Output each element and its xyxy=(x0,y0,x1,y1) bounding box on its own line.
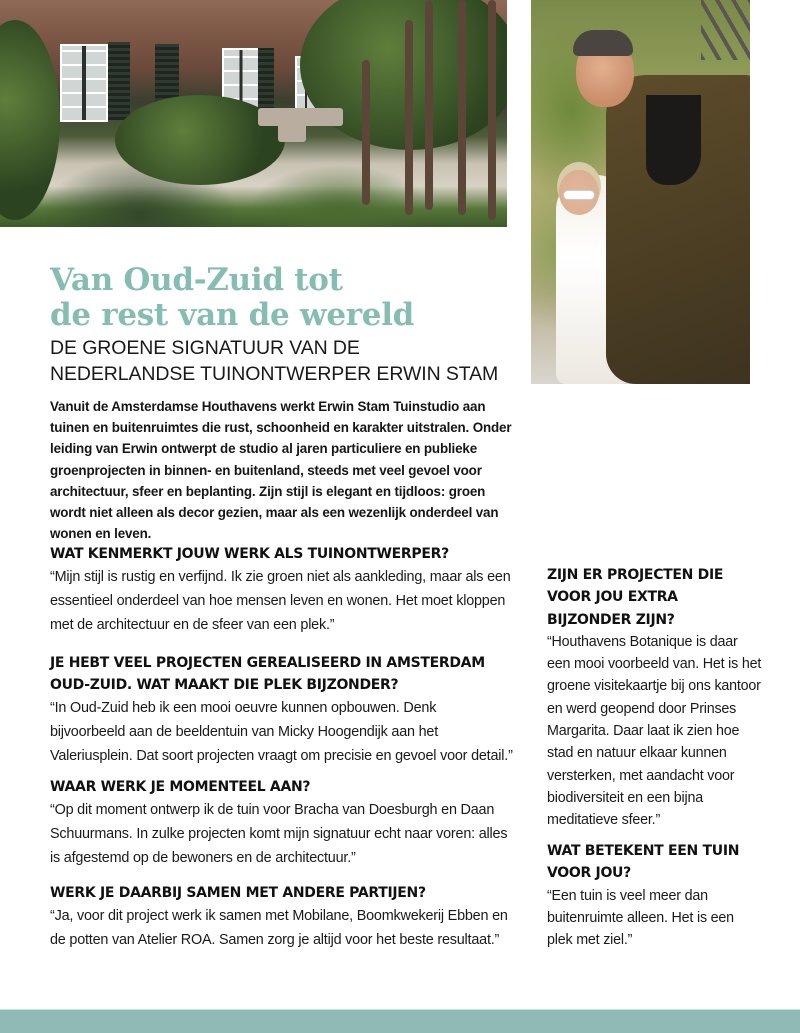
qa-block xyxy=(547,564,762,832)
window-shutter xyxy=(258,48,274,110)
qa-question: ZIJN ER PROJECTEN DIE VOOR JOU EXTRA BIJZONDER ZIJN? xyxy=(547,567,724,628)
sculpture xyxy=(425,0,433,210)
qa-question: WERK JE DAARBIJ SAMEN MET ANDERE PARTIJEN? xyxy=(50,885,426,901)
qa-block xyxy=(547,840,762,951)
qa-block xyxy=(50,882,515,952)
qa-block xyxy=(50,652,515,768)
qa-question: WAT KENMERKT JOUW WERK ALS TUINONTWERPER? xyxy=(50,546,449,562)
article-intro: Vanuit de Amsterdamse Houthavens werkt Erwin Stam Tuinstudio aan tuinen en buitenruimtes die rust, schoonheid en karakter uitstralen. Onder leiding van Erwin ontwerpt de studio al jaren particuliere en publieke groenprojecten in binnen- en buitenland, steeds met veel gevoel voor architectuur, sfeer en beplanting. Zijn stijl is elegant en tijdloos: groen wordt niet alleen als decor gezien, maar als een wezenlijk onderdeel van wonen en leven. xyxy=(50,399,512,542)
article-title xyxy=(50,263,520,333)
sculpture xyxy=(362,60,370,205)
tree-foliage xyxy=(0,20,60,220)
article-title-line: Van Oud-Zuid tot xyxy=(50,262,343,298)
tree-foliage xyxy=(300,0,507,150)
sculpture xyxy=(458,0,466,215)
article-subtitle-line: NEDERLANDSE TUINONTWERPER ERWIN STAM xyxy=(50,362,499,385)
qa-question: WAT BETEKENT EEN TUIN VOOR JOU? xyxy=(547,843,740,882)
article-subtitle-line: DE GROENE SIGNATUUR VAN DE xyxy=(50,337,360,359)
qa-answer: “Een tuin is veel meer dan buitenruimte alleen. Het is een plek met ziel.” xyxy=(547,887,734,949)
garden-photo xyxy=(0,0,507,227)
garden-window xyxy=(60,44,108,122)
sculpture xyxy=(405,20,413,215)
qa-answer: “Houthavens Botanique is daar een mooi voorbeeld van. Het is het groene visitekaartje bij ons kantoor en werd geopend door Prinses Margarita. Daar laat ik zien hoe stad en natuur elkaar kunnen versterken, met aandacht voor biodiversiteit en een bijna meditatieve sfeer.” xyxy=(547,633,762,829)
qa-answer: “Mijn stijl is rustig en verfijnd. Ik zie groen niet als aankleding, maar als een essentieel onderdeel van hoe mensen leven en wonen. Het moet kloppen met de architectuur en de sfeer van een plek.” xyxy=(50,569,511,633)
man-shirt xyxy=(646,95,701,185)
qa-answer: “Ja, voor dit project werk ik samen met Mobilane, Boomkwekerij Ebben en de potten van Atelier ROA. Samen zorg je altijd voor het beste resultaat.” xyxy=(50,908,508,948)
footer-band xyxy=(0,1009,800,1033)
portrait-photo xyxy=(531,0,750,384)
sculpture xyxy=(488,0,496,220)
qa-block xyxy=(50,776,515,870)
window-shutter xyxy=(108,42,130,120)
qa-question: WAAR WERK JE MOMENTEEL AAN? xyxy=(50,779,311,795)
qa-answer: “In Oud-Zuid heb ik een mooi oeuvre kunnen opbouwen. Denk bijvoorbeeld aan de beeldentuin van Micky Hoogendijk aan het Valeriusplein. Dat soort projecten vraagt om precisie en gevoel voor detail.” xyxy=(50,700,513,764)
article-title-line: de rest van de wereld xyxy=(50,297,415,333)
sunglasses xyxy=(563,190,595,200)
article-subtitle xyxy=(50,336,530,387)
man-hair xyxy=(573,30,633,56)
qa-question: JE HEBT VEEL PROJECTEN GEREALISEERD IN AMSTERDAM OUD-ZUID. WAT MAAKT DIE PLEK BIJZONDER? xyxy=(50,655,485,693)
qa-block xyxy=(50,543,515,637)
railing xyxy=(701,0,750,60)
garden-chair xyxy=(278,120,306,142)
qa-answer: “Op dit moment ontwerp ik de tuin voor Bracha van Doesburgh en Daan Schuurmans. In zulke projecten komt mijn signatuur echt naar voren: alles is afgestemd op de bewoners en de architectuur.” xyxy=(50,802,508,866)
